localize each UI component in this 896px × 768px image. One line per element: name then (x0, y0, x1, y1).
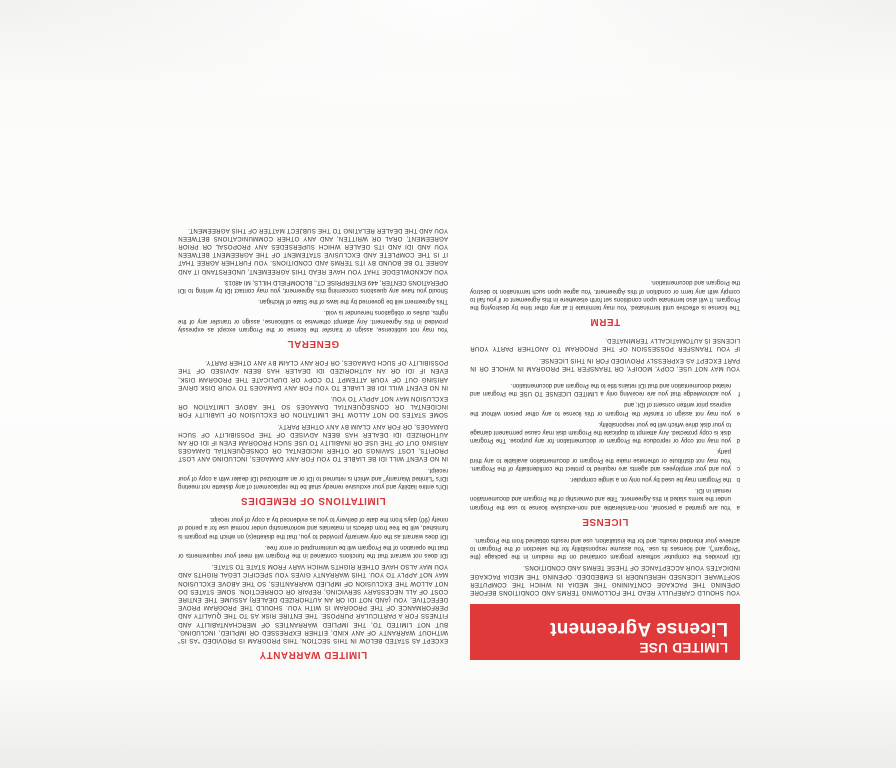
section-title-general: GENERAL (286, 337, 340, 349)
intro-paragraph: IDI provides the computer software program contained on the medium in the package (the "Program"), and licenses its use. You assume responsibility for the selection of the Program to achieve your intended results, and for the installation, use and results obtained from the Program. (470, 536, 740, 560)
remedies-paragraph: IDI's entire liability and your exclusive remedy shall be the replacement of any diskette not meeting IDI's "Limited Warranty" and which is returned to IDI or an authorized IDI dealer with a copy of your receipt. (178, 466, 448, 489)
license-caps-2: IF YOU TRANSFER POSSESSION OF THE PROGRAM TO ANOTHER PARTY YOUR LICENSE IS AUTOMATICALLY TERMINATED. (470, 337, 740, 352)
warranty-paragraph: IDI does not warrant that the functions contained in the Program will meet your requirements or that the operation of the Program will be uninterrupted or error free. (178, 543, 448, 558)
list-item: c you and your employees and agents are required to protect the confidentiality of the Program. You may not distribute or otherwise make the Program or documentation available to any third party. (470, 448, 740, 471)
license-caps-1: YOU MAY NOT USE, COPY, MODIFY, OR TRANSFER THE PROGRAM IN WHOLE OR IN PART EXCEPT AS EXPRESSLY PROVIDED FOR IN THIS LICENSE. (470, 356, 740, 371)
remedies-caps: SOME STATES DO NOT ALLOW THE LIMITATION OR EXCLUSION OF LIABILITY FOR INCIDENTAL OR CONSEQUENTIAL DAMAGES SO THE ABOVE LIMITATION OR EXCLUSION MAY NOT APPLY TO YOU. (178, 394, 448, 418)
banner-line-2: License Agreement (550, 617, 728, 639)
remedies-caps: IN NO EVENT WILL IDI BE LIABLE TO YOU FOR ANY DAMAGES TO YOUR DISK DRIVE ARISING OUT OF YOUR ATTEMPT TO COPY OR DUPLICATE THE PROGRAM DISK, EVEN IF IDI OR AN AUTHORIZED IDI DEALER HAS BEEN ADVISED OF THE POSSIBILITY OF SUCH DAMAGES, OR FOR ANY CLAIM BY ANY OTHER PARTY. (178, 359, 448, 390)
column-license-term (470, 28, 740, 660)
banner-line-1: LIMITED USE (639, 640, 728, 655)
list-item: b the Program may be used by you only on a single computer. (569, 475, 740, 482)
warranty-caps: EXCEPT AS STATED BELOW IN THIS SECTION, THIS PROGRAM IS PROVIDED "AS IS" WITHOUT WARRANTY OF ANY KIND, EITHER EXPRESSED OR IMPLIED, INCLUDING, BUT NOT LIMITED TO, THE IMPLIED WARRANTIES OF MERCHANTABILITY AND FITNESS FOR A PARTICULAR PURPOSE. THE ENTIRE RISK AS TO THE QUALITY AND PERFORMANCE OF THE PROGRAM IS WITH YOU. SHOULD THE PROGRAM PROVE DEFECTIVE, YOU (AND NOT IDI OR AN AUTHORIZED DEALER) ASSUME THE ENTIRE COST OF ALL NECESSARY SERVICING, REPAIR OR CORRECTION. SOME STATES DO NOT ALLOW THE EXCLUSION OF IMPLIED WARRANTIES, SO THE ABOVE EXCLUSION MAY NOT APPLY TO YOU. THIS WARRANTY GIVES YOU SPECIFIC LEGAL RIGHTS AND YOU MAY ALSO HAVE OTHER RIGHTS WHICH VARY FROM STATE TO STATE. (178, 563, 448, 643)
general-paragraph: You may not sublicense, assign or transfer the license or the Program except as expressly provided in this Agreement. Any attempt otherwise to sublicense, assign or transfer any of the rights, duties or obligations hereunder is void. (178, 309, 448, 332)
section-title-term: TERM (589, 315, 621, 327)
general-paragraph: This Agreement will be governed by the laws of the State of Michigan. (258, 298, 448, 305)
title-banner (470, 604, 740, 660)
term-paragraph: The license is effective until terminated. You may terminate it at any other time by destroying the Program. It will also terminate upon conditions set forth elsewhere in this Agreement or if you fail to comply with any term or condition of this Agreement. You agree upon such termination to destroy the Program and documentation. (470, 279, 740, 310)
intro-notice: YOU SHOULD CAREFULLY READ THE FOLLOWING TERMS AND CONDITIONS BEFORE OPENING THE PACKAGE CONTAINING THE MEDIA IN WHICH THE COMPUTER SOFTWARE LICENSED HEREUNDER IS EMBEDDED. OPENING THE MEDIA PACKAGE INDICATES YOUR ACCEPTANCE OF THESE TERMS AND CONDITIONS. (470, 564, 740, 595)
list-item: d you may not copy or reproduce the Program or documentation for any purpose. The Program disk is copy protected. Any attempt to duplicate the Program disk may cause permanent damage to your disk drive which will be your responsibility. (470, 420, 740, 444)
license-list (470, 381, 740, 511)
section-title-remedies: LIMITATIONS OF REMEDIES (240, 494, 386, 506)
general-caps: YOU ACKNOWLEDGE THAT YOU HAVE READ THIS AGREEMENT, UNDERSTAND IT AND AGREE TO BE BOUND BY ITS TERMS AND CONDITIONS. YOU FURTHER AGREE THAT IT IS THE COMPLETE AND EXCLUSIVE STATEMENT OF THE AGREEMENT BETWEEN YOU AND IDI AND ITS DEALER WHICH SUPERSEDES ANY PROPOSAL OR PRIOR AGREEMENT, ORAL OR WRITTEN, AND ANY OTHER COMMUNICATIONS BETWEEN YOU AND THE DEALER RELATING TO THE SUBJECT MATTER OF THIS AGREEMENT. (178, 226, 448, 274)
list-item: a You are granted a personal, non-transferable and non-exclusive license to use the Program under the terms stated in this Agreement. Title and ownership of the Program and documentation remain in IDI. (470, 487, 740, 510)
license-leaflet (178, 28, 740, 660)
column-warranty-general (178, 28, 448, 660)
list-item: e you may not assign or transfer the Program or this license to any other person without the express prior written consent of IDI; and (470, 401, 740, 416)
warranty-paragraph: IDI does warrant as the only warranty provided to you, that the diskette(s) on which the program is furnished, will be free from defects in materials and workmanship under normal use for a period of ninety (90) days from the date of delivery to you as evidenced by a copy of your receipt. (178, 516, 448, 539)
general-paragraph: Should you have any questions concerning this Agreement, you may contact IDI by writing to IDI OPERATIONS CENTER, 449 ENTERPRISE CT., BLOOMFIELD HILLS, MI 48013. (178, 278, 448, 294)
section-title-warranty: LIMITED WARRANTY (258, 649, 368, 660)
section-title-license: LICENSE (581, 515, 629, 527)
remedies-caps: IN NO EVENT WILL IDI BE LIABLE TO YOU FOR ANY DAMAGES, INCLUDING ANY LOST PROFITS, LOST SAVINGS OR OTHER INCIDENTAL OR CONSEQUENTIAL DAMAGES ARISING OUT OF THE USE OR INABILITY TO USE SUCH PROGRAM EVEN IF IDI OR AN AUTHORIZED IDI DEALER HAS BEEN ADVISED OF THE POSSIBILITY OF SUCH DAMAGES, OR FOR ANY CLAIM BY ANY OTHER PARTY. (178, 422, 448, 462)
list-item: f you acknowledge that you are receiving only a LIMITED LICENSE TO USE the Program and related documentation and that IDI retains title to the Program and documentation. (470, 381, 740, 397)
